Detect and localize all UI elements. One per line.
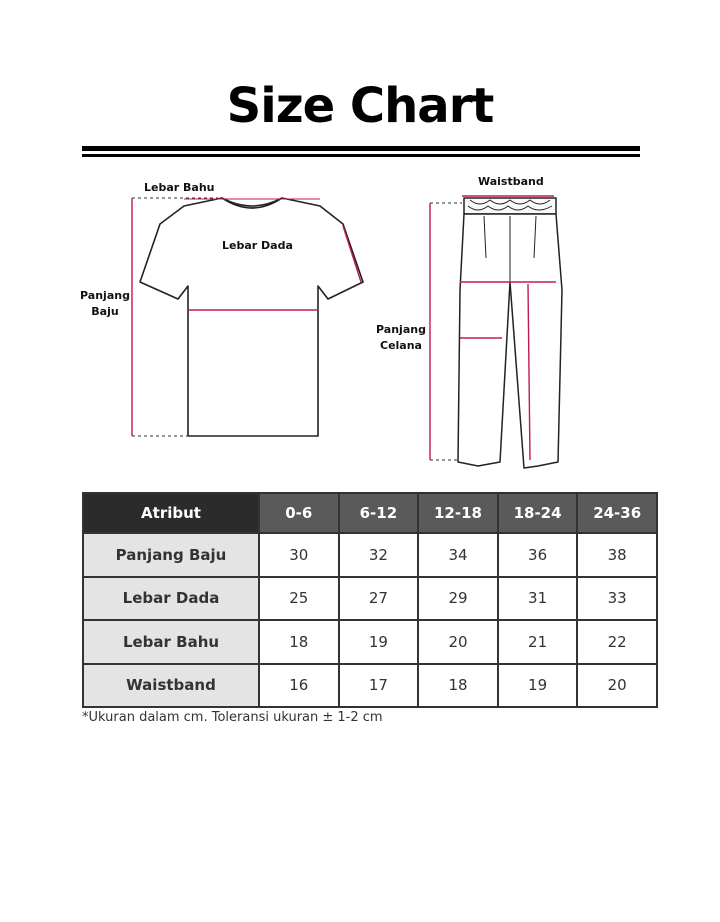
row-label: Waistband [83, 664, 259, 708]
size-column-header: 24-36 [577, 493, 657, 533]
tshirt-drawing [140, 198, 363, 436]
table-header-row [83, 493, 657, 533]
chest-label: Lebar Dada [222, 239, 293, 252]
shirt-length-label [78, 288, 132, 320]
pants-drawing [458, 198, 562, 468]
table-cell: 18 [418, 664, 498, 708]
size-column-header: 18-24 [498, 493, 578, 533]
pants-guide-dashes [430, 203, 462, 460]
table-cell: 32 [339, 533, 419, 577]
table-cell: 34 [418, 533, 498, 577]
table-cell: 31 [498, 577, 578, 621]
table-corner-header: Atribut [83, 493, 259, 533]
table-cell: 21 [498, 620, 578, 664]
pants-length-label-line1: Panjang [376, 323, 426, 336]
table-cell: 36 [498, 533, 578, 577]
table-cell: 17 [339, 664, 419, 708]
table-cell: 33 [577, 577, 657, 621]
table-row [83, 533, 657, 577]
table-row [83, 664, 657, 708]
row-label: Lebar Dada [83, 577, 259, 621]
table-cell: 16 [259, 664, 339, 708]
size-note: *Ukuran dalam cm. Toleransi ukuran ± 1-2 cm [82, 710, 383, 725]
shoulder-label: Lebar Bahu [144, 181, 215, 194]
table-cell: 19 [498, 664, 578, 708]
shirt-length-label-line2: Baju [91, 305, 119, 318]
table-cell: 19 [339, 620, 419, 664]
table-cell: 25 [259, 577, 339, 621]
table-cell: 30 [259, 533, 339, 577]
table-cell: 20 [577, 664, 657, 708]
row-label: Lebar Bahu [83, 620, 259, 664]
table-cell: 29 [418, 577, 498, 621]
pants-length-label-line2: Celana [380, 339, 422, 352]
table-cell: 38 [577, 533, 657, 577]
row-label: Panjang Baju [83, 533, 259, 577]
size-column-header: 6-12 [339, 493, 419, 533]
table-cell: 20 [418, 620, 498, 664]
table-cell: 18 [259, 620, 339, 664]
size-table [82, 492, 658, 708]
size-column-header: 0-6 [259, 493, 339, 533]
pants-length-label [372, 322, 430, 354]
shirt-length-label-line1: Panjang [80, 289, 130, 302]
page-title: Size Chart [226, 78, 494, 134]
waistband-label: Waistband [478, 175, 544, 188]
table-row [83, 577, 657, 621]
table-cell: 27 [339, 577, 419, 621]
table-row [83, 620, 657, 664]
size-column-header: 12-18 [418, 493, 498, 533]
table-cell: 22 [577, 620, 657, 664]
